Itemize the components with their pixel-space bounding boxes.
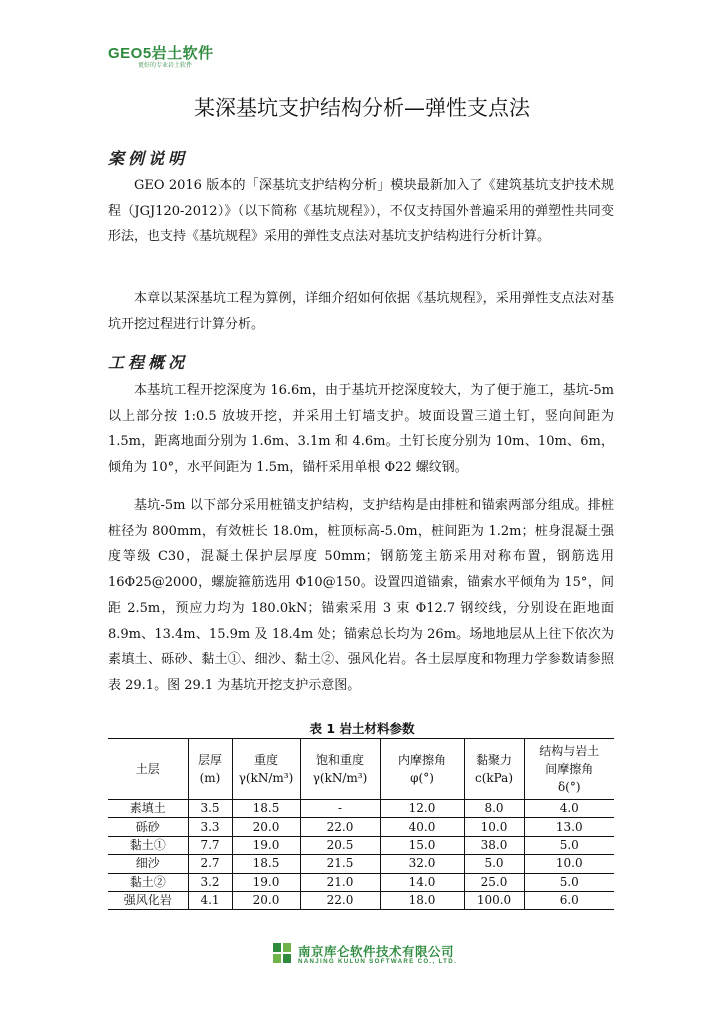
table-cell: 20.0	[232, 818, 300, 836]
header-logo	[108, 46, 238, 76]
table-cell: 8.0	[464, 800, 524, 818]
table-cell: 黏土②	[108, 873, 188, 891]
table-cell: 21.5	[300, 855, 380, 873]
table-cell: 4.1	[188, 891, 232, 909]
paragraph: GEO 2016 版本的「深基坑支护结构分析」模块最新加入了《建筑基坑支护技术规程（JGJ120-2012）》（以下简称《基坑规程》），不仅支持国外普遍采用的弹塑性共同变形法，也支持《基坑规程》采用的弹性支点法对基坑支护结构进行分析计算。	[108, 178, 614, 245]
table-cell: 18.5	[232, 855, 300, 873]
paragraph: 本基坑工程开挖深度为 16.6m，由于基坑开挖深度较大，为了便于施工，基坑-5m 以上部分按 1:0.5 放坡开挖，并采用土钉墙支护。坡面设置三道土钉，竖向间距为 1.5m，距离地面分别为 1.6m、3.1m 和 4.6m。土钉长度分别为 10m、10m、6m，倾角为 10°，水平间距为 1.5m，锚杆采用单根 Φ22 螺纹钢。	[108, 383, 614, 476]
company-name-cn: 南京库仑软件技术有限公司	[298, 944, 455, 959]
table-cell: 12.0	[380, 800, 464, 818]
table-row	[108, 873, 614, 891]
table-row	[108, 855, 614, 873]
table-cell: 5.0	[524, 836, 614, 854]
table-cell: 19.0	[232, 873, 300, 891]
table-cell: 10.0	[524, 855, 614, 873]
table-cell: 10.0	[464, 818, 524, 836]
table-cell: 砾砂	[108, 818, 188, 836]
table-cell: 100.0	[464, 891, 524, 909]
table-row	[108, 836, 614, 854]
table-cell: 32.0	[380, 855, 464, 873]
header-cell: 土层	[108, 739, 188, 800]
table-cell: 黏土①	[108, 836, 188, 854]
header-cell: 结构与岩土 间摩擦角 δ(°)	[524, 739, 614, 800]
table-cell: 5.0	[464, 855, 524, 873]
footer-logo	[272, 942, 462, 968]
table-cell: -	[300, 800, 380, 818]
table-cell: 38.0	[464, 836, 524, 854]
soil-parameters-table	[108, 738, 614, 910]
table-cell: 细沙	[108, 855, 188, 873]
table-cell: 22.0	[300, 891, 380, 909]
header-cell: 黏聚力 c(kPa)	[464, 739, 524, 800]
table-cell: 4.0	[524, 800, 614, 818]
table-cell: 强风化岩	[108, 891, 188, 909]
logo-text: GEO5岩土软件	[108, 45, 214, 62]
paragraph: 本章以某深基坑工程为算例，详细介绍如何依据《基坑规程》，采用弹性支点法对基坑开挖过程进行计算分析。	[108, 291, 614, 332]
table-cell: 5.0	[524, 873, 614, 891]
table-row	[108, 818, 614, 836]
table-cell: 18.0	[380, 891, 464, 909]
section-heading-overview: 工程概况	[108, 353, 189, 372]
table-cell: 7.7	[188, 836, 232, 854]
header-cell: 饱和重度 γ(kN/m³)	[300, 739, 380, 800]
table-header-row	[108, 739, 614, 800]
table-cell: 6.0	[524, 891, 614, 909]
section-heading-case: 案例说明	[108, 149, 189, 168]
table-cell: 15.0	[380, 836, 464, 854]
header-cell: 层厚 (m)	[188, 739, 232, 800]
page-title: 某深基坑支护结构分析—弹性支点法	[194, 96, 530, 120]
table-cell: 21.0	[300, 873, 380, 891]
logo-subtitle: 更好的专业岩土软件	[138, 63, 193, 69]
table-cell: 20.0	[232, 891, 300, 909]
header-cell: 内摩擦角 φ(°)	[380, 739, 464, 800]
table-cell: 素填土	[108, 800, 188, 818]
table-cell: 25.0	[464, 873, 524, 891]
table-cell: 18.5	[232, 800, 300, 818]
paragraph: 基坑-5m 以下部分采用桩锚支护结构，支护结构是由排桩和锚索两部分组成。排桩桩径为 800mm，有效桩长 18.0m，桩顶标高-5.0m，桩间距为 1.2m；桩身混凝土强度等级 C30，混凝土保护层厚度 50mm；钢筋笼主筋采用对称布置，钢筋选用 16Φ25@2000，螺旋箍筋选用 Φ10@150。设置四道锚索，锚索水平倾角为 15°，间距 2.5m，预应力均为 180.0kN；锚索采用 3 束 Φ12.7 钢绞线，分别设在距地面 8.9m、13.4m、15.9m 及 18.4m 处；锚索总长均为 26m。场地地层从上往下依次为素填土、砾砂、黏土①、细沙、黏土②、强风化岩。各土层厚度和物理力学参数请参照表 29.1。图 29.1 为基坑开挖支护示意图。	[108, 498, 614, 693]
table-cell: 3.2	[188, 873, 232, 891]
table-cell: 40.0	[380, 818, 464, 836]
table-cell: 3.5	[188, 800, 232, 818]
header-cell: 重度 γ(kN/m³)	[232, 739, 300, 800]
table-row	[108, 800, 614, 818]
company-name-en: NANJING KULUN SOFTWARE CO., LTD.	[298, 958, 458, 965]
company-logo-icon	[272, 942, 292, 964]
table-cell: 2.7	[188, 855, 232, 873]
table-cell: 13.0	[524, 818, 614, 836]
table-cell: 20.5	[300, 836, 380, 854]
table-row	[108, 891, 614, 909]
table-cell: 19.0	[232, 836, 300, 854]
table-cell: 14.0	[380, 873, 464, 891]
table-cell: 3.3	[188, 818, 232, 836]
table-cell: 22.0	[300, 818, 380, 836]
table-caption: 表 1 岩土材料参数	[309, 721, 415, 736]
